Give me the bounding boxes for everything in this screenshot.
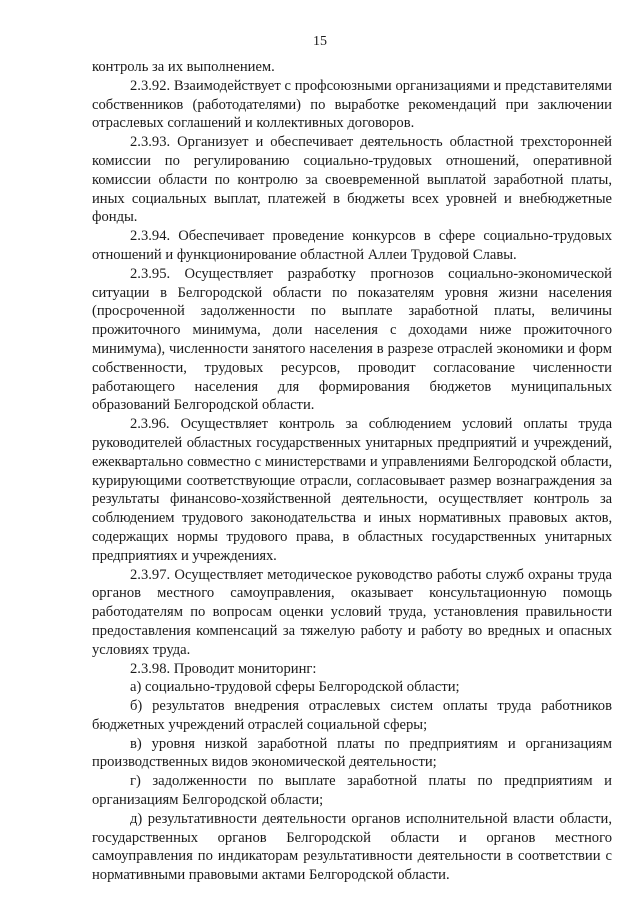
paragraph-continuation: контроль за их выполнением. [92,59,275,75]
paragraph-2-3-96: 2.3.96. Осуществляет контроль за соблюдением условий оплаты труда руководителей областных государственных унитарных предприятий и учреждений, ежеквартально совместно с министерствами и управлениями Белгородской области, курирующими соответствующие отрасли, согласовывает размер вознаграждения за результаты финансово-хозяйственной деятельности, осуществляет контроль за соблюдением трудового законодательства и иных нормативных правовых актов, содержащих нормы трудового права, в областных государственных унитарных предприятиях и учреждениях. [92,416,612,564]
page-number: 15 [313,34,327,49]
paragraph-2-3-92: 2.3.92. Взаимодействует с профсоюзными организациями и представителями собственников (работодателями) по выработке рекомендаций при заключении отраслевых соглашений и коллективных договоров. [92,77,612,132]
list-item-g: г) задолженности по выплате заработной платы по предприятиям и организациям Белгородской области; [92,773,612,809]
list-item-v: в) уровня низкой заработной платы по предприятиям и организациям производственных видов экономической деятельности; [92,735,612,771]
list-item-b: б) результатов внедрения отраслевых систем оплаты труда работников бюджетных учреждений отраслей социальной сферы; [92,698,612,733]
paragraph-2-3-97: 2.3.97. Осуществляет методическое руководство работы служб охраны труда органов местного самоуправления, оказывает консультационную помощь работодателям по вопросам оценки условий труда, установления правильности предоставления компенсаций за тяжелую работу и работу во вредных и опасных условиях труда. [92,566,612,658]
list-item-a: а) социально-трудовой сферы Белгородской области; [130,679,460,696]
paragraph-2-3-93: 2.3.93. Организует и обеспечивает деятельность областной трехсторонней комиссии по регулированию социально-трудовых отношений, оперативной комиссии области по контролю за своевременной выплатой заработной платы, иных социальных выплат, платежей в бюджеты всех уровней и внебюджетные фонды. [92,134,612,226]
paragraph-2-3-95: 2.3.95. Осуществляет разработку прогнозов социально-экономической ситуации в Белгородской области по показателям уровня жизни населения (просроченной задолженности по выплате заработной платы, величины прожиточного минимума, доли населения с доходами ниже прожиточного минимума), численности занятого населения в разрезе отраслей экономики и форм собственности, трудовых ресурсов, проводит согласование численности работающего населения для формирования бюджетов муниципальных образований Белгородской области. [92,265,612,414]
paragraph-2-3-94: 2.3.94. Обеспечивает проведение конкурсов в сфере социально-трудовых отношений и функционирование областной Аллеи Трудовой Славы. [92,228,612,263]
paragraph-2-3-98: 2.3.98. Проводит мониторинг: [130,660,317,677]
list-item-d: д) результативности деятельности органов исполнительной власти области, государственных органов Белгородской области и органов местного самоуправления по индикаторам результативности деятельности в соответствии с нормативными правовыми актами Белгородской области. [92,810,612,884]
document-body [92,58,612,885]
